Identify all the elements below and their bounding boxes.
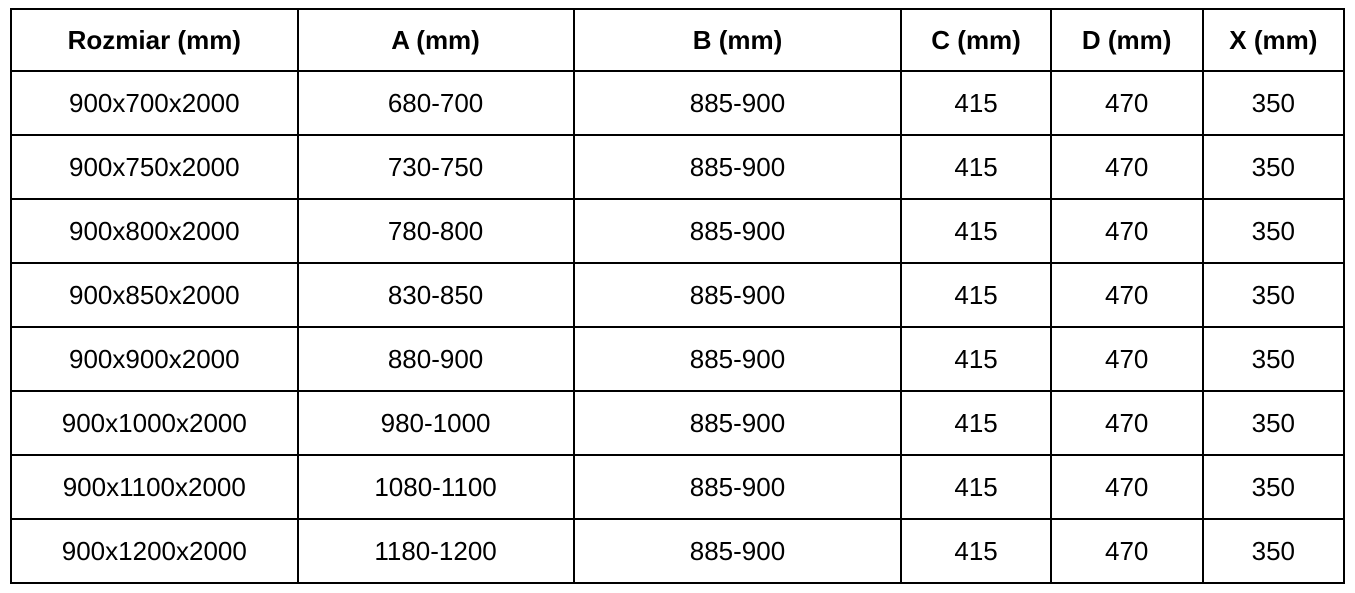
- header-a: A (mm): [298, 9, 574, 71]
- table-cell: 680-700: [298, 71, 574, 135]
- table-cell: 470: [1051, 391, 1203, 455]
- table-row: [11, 455, 1344, 519]
- table-cell: 1080-1100: [298, 455, 574, 519]
- table-cell: 470: [1051, 135, 1203, 199]
- table-cell: 350: [1203, 327, 1344, 391]
- table-cell: 350: [1203, 391, 1344, 455]
- table-cell: 900x1000x2000: [11, 391, 298, 455]
- table-cell: 470: [1051, 519, 1203, 583]
- table-cell: 900x750x2000: [11, 135, 298, 199]
- table-cell: 470: [1051, 263, 1203, 327]
- table-row: [11, 327, 1344, 391]
- table-row: [11, 391, 1344, 455]
- table-cell: 350: [1203, 519, 1344, 583]
- table-header-row: [11, 9, 1344, 71]
- header-rozmiar: Rozmiar (mm): [11, 9, 298, 71]
- table-cell: 470: [1051, 455, 1203, 519]
- table-cell: 880-900: [298, 327, 574, 391]
- table-cell: 415: [901, 199, 1050, 263]
- table-cell: 900x900x2000: [11, 327, 298, 391]
- table-cell: 470: [1051, 71, 1203, 135]
- table-cell: 415: [901, 263, 1050, 327]
- table-cell: 885-900: [574, 519, 902, 583]
- table-cell: 885-900: [574, 71, 902, 135]
- table-cell: 415: [901, 519, 1050, 583]
- size-spec-table: [10, 8, 1345, 584]
- table-cell: 900x1100x2000: [11, 455, 298, 519]
- table-row: [11, 519, 1344, 583]
- table-cell: 350: [1203, 455, 1344, 519]
- header-x: X (mm): [1203, 9, 1344, 71]
- table-cell: 350: [1203, 135, 1344, 199]
- table-cell: 415: [901, 391, 1050, 455]
- table-cell: 350: [1203, 199, 1344, 263]
- table-row: [11, 71, 1344, 135]
- table-cell: 885-900: [574, 263, 902, 327]
- table-cell: 470: [1051, 199, 1203, 263]
- table-cell: 415: [901, 135, 1050, 199]
- table-cell: 470: [1051, 327, 1203, 391]
- table-cell: 980-1000: [298, 391, 574, 455]
- table-cell: 1180-1200: [298, 519, 574, 583]
- header-d: D (mm): [1051, 9, 1203, 71]
- table-cell: 885-900: [574, 199, 902, 263]
- table-row: [11, 263, 1344, 327]
- header-b: B (mm): [574, 9, 902, 71]
- table-cell: 885-900: [574, 327, 902, 391]
- table-cell: 885-900: [574, 455, 902, 519]
- table-row: [11, 135, 1344, 199]
- table-cell: 350: [1203, 263, 1344, 327]
- table-body: [11, 71, 1344, 583]
- table-cell: 780-800: [298, 199, 574, 263]
- table-cell: 415: [901, 327, 1050, 391]
- table-cell: 730-750: [298, 135, 574, 199]
- table-cell: 900x700x2000: [11, 71, 298, 135]
- header-c: C (mm): [901, 9, 1050, 71]
- table-cell: 900x850x2000: [11, 263, 298, 327]
- table-row: [11, 199, 1344, 263]
- table-cell: 415: [901, 71, 1050, 135]
- table-cell: 830-850: [298, 263, 574, 327]
- table-cell: 885-900: [574, 135, 902, 199]
- table-cell: 350: [1203, 71, 1344, 135]
- table-cell: 900x800x2000: [11, 199, 298, 263]
- table-cell: 415: [901, 455, 1050, 519]
- table-cell: 885-900: [574, 391, 902, 455]
- table-cell: 900x1200x2000: [11, 519, 298, 583]
